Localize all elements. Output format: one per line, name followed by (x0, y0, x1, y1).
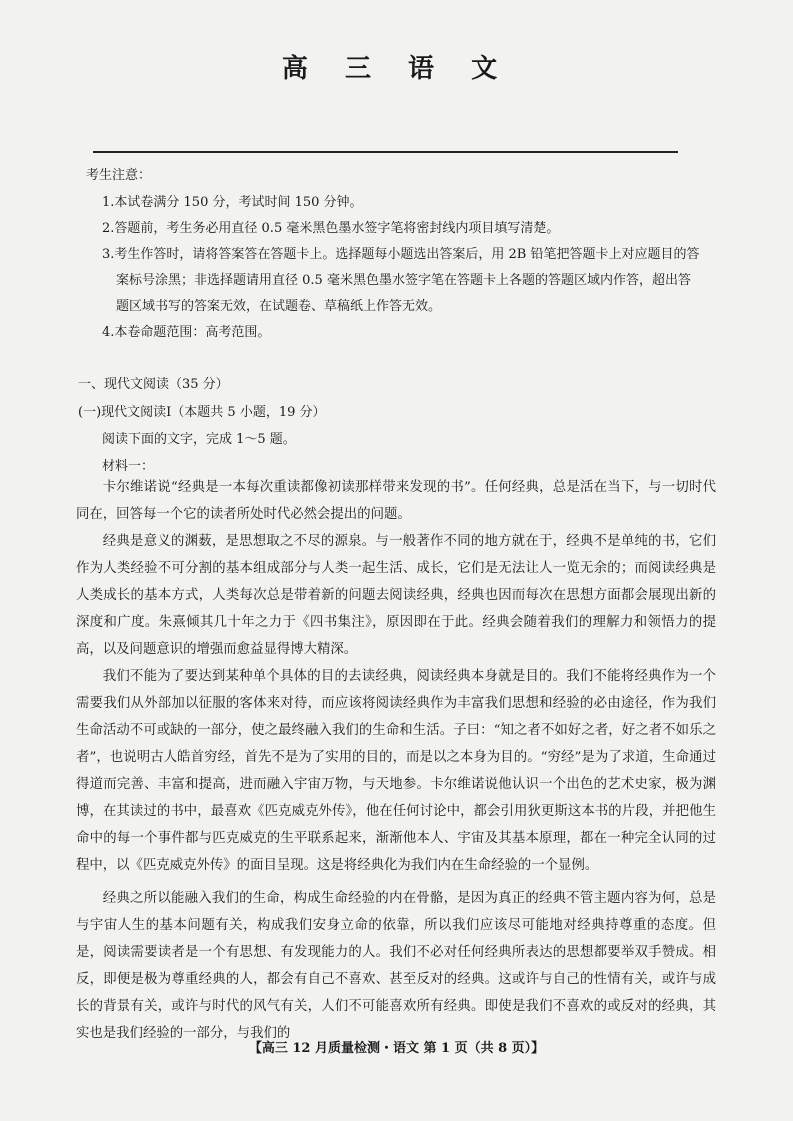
notice-item: 4.本卷命题范围：高考范围。 (102, 325, 271, 340)
section-heading: 一、现代文阅读（35 分） (78, 377, 229, 392)
passage-paragraph: 经典是意义的渊薮，是思想取之不尽的源泉。与一般著作不同的地方就在于，经典不是单纯的书，它们作为人类经验不可分割的基本组成部分与人类一起生活、成长，它们是无法让人一览无余的；而阅读经典是人类成长的基本方式，人类每次总是带着新的问题去阅读经典，经典也因而每次在思想方面都会展现出新的深度和广度。朱熹倾其几十年之力于《四书集注》，原因即在于此。经典会随着我们的理解力和领悟力的提高，以及问题意识的增强而愈益显得博大精深。 (76, 534, 716, 657)
notice-item: 3.考生作答时，请将答案答在答题卡上。选择题每小题选出答案后，用 2B 铅笔把答题卡上对应题目的答案标号涂黑；非选择题请用直径 0.5 毫米黑色墨水签字笔在答题卡上各题的答题区域内作答，超出答题区域书写的答案无效，在试题卷、草稿纸上作答无效。 (102, 247, 700, 314)
notice-item: 2.答题前，考生务必用直径 0.5 毫米黑色墨水签字笔将密封线内项目填写清楚。 (102, 221, 560, 236)
notice-heading: 考生注意： (86, 168, 152, 183)
reading-passage (76, 474, 716, 1047)
page-title: 高 三 语 文 (281, 54, 512, 84)
material-label: 材料一： (102, 459, 155, 474)
passage-paragraph: 经典之所以能融入我们的生命，构成生命经验的内在骨骼，是因为真正的经典不管主题内容为何，总是与宇宙人生的基本问题有关，构成我们安身立命的依靠，所以我们应该尽可能地对经典持尊重的态度。但是，阅读需要读者是一个有思想、有发现能力的人。我们不必对任何经典所表达的思想都要举双手赞成。相反，即便是极为尊重经典的人，都会有自己不喜欢、甚至反对的经典。这或许与自己的性情有关，或许与成长的背景有关，或许与时代的风气有关，人们不可能喜欢所有经典。即使是我们不喜欢的或反对的经典，其实也是我们经验的一部分，与我们的 (76, 891, 716, 1041)
notice-item: 1.本试卷满分 150 分，考试时间 150 分钟。 (102, 195, 363, 210)
title-divider (93, 151, 678, 153)
notice-list (102, 190, 702, 346)
page-footer: 【高三 12 月质量检测・语文 第 1 页（共 8 页）】 (248, 1041, 545, 1056)
reading-instruction: 阅读下面的文字，完成 1～5 题。 (102, 432, 296, 447)
passage-paragraph: 卡尔维诺说“经典是一本每次重读都像初读那样带来发现的书”。任何经典，总是活在当下，与一切时代同在，回答每一个它的读者所处时代必然会提出的问题。 (76, 480, 716, 522)
subsection-heading: (一)现代文阅读Ⅰ（本题共 5 小题，19 分） (78, 405, 326, 420)
passage-paragraph: 我们不能为了要达到某种单个具体的目的去读经典，阅读经典本身就是目的。我们不能将经典作为一个需要我们从外部加以征服的客体来对待，而应该将阅读经典作为丰富我们思想和经验的必由途径，作为我们生命活动不可或缺的一部分，使之最终融入我们的生命和生活。子曰：“知之者不如好之者，好之者不如乐之者”，也说明古人皓首穷经，首先不是为了实用的目的，而是以之本身为目的。“穷经”是为了求道，生命通过得道而完善、丰富和提高，进而融入宇宙万物，与天地参。卡尔维诺说他认识一个出色的艺术史家，极为渊博，在其读过的书中，最喜欢《匹克威克外传》，他在任何讨论中，都会引用狄更斯这本书的片段，并把他生命中的每一个事件都与匹克威克的生平联系起来，渐渐他本人、宇宙及其基本原理，都在一种完全认同的过程中，以《匹克威克外传》的面目呈现。这是将经典化为我们内在生命经验的一个显例。 (76, 669, 716, 873)
